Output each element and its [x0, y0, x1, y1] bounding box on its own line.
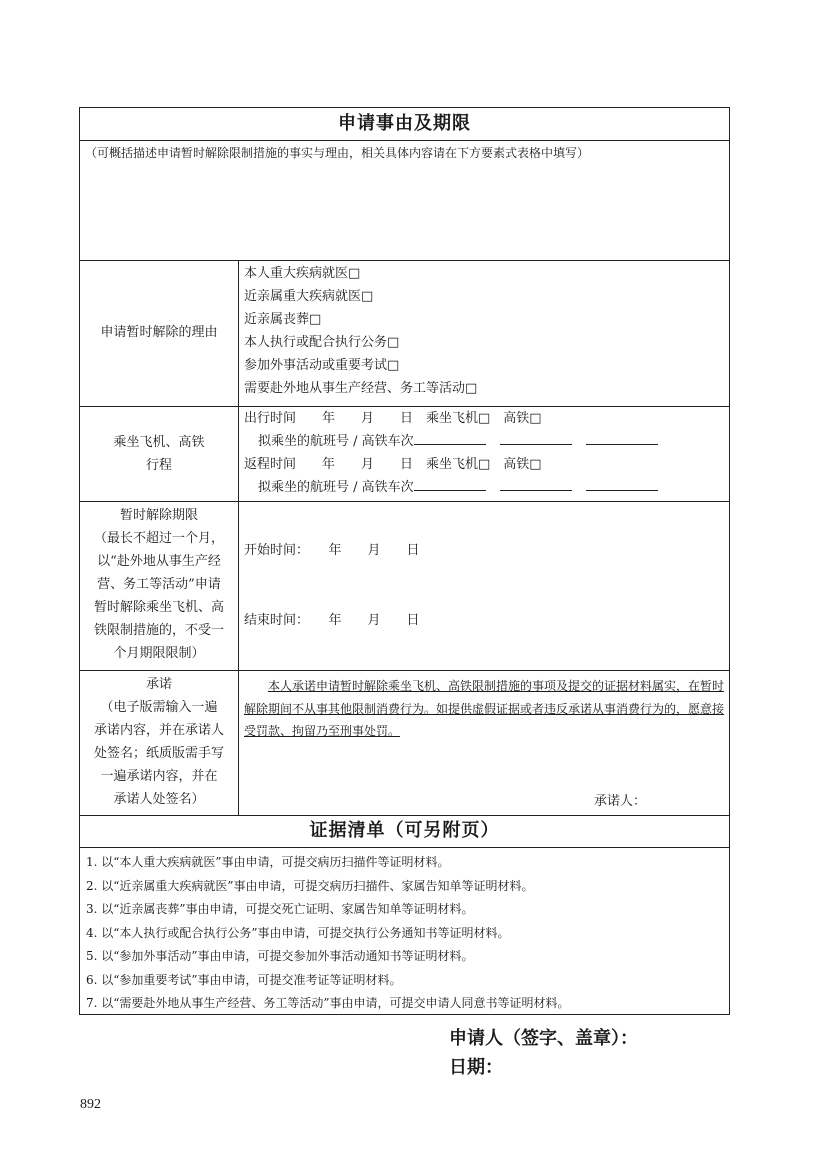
reason-option[interactable]: 近亲属重大疾病就医□: [244, 289, 374, 304]
flight-number-field[interactable]: [586, 476, 658, 491]
return-flight-label: 拟乘坐的航班号 / 高铁车次: [258, 480, 414, 495]
evidence-item: 6. 以“参加重要考试”事由申请，可提交准考证等证明材料。: [86, 972, 402, 987]
commitment-label-line: 一遍承诺内容，并在: [100, 769, 218, 784]
itinerary-label-line: 乘坐飞机、高铁: [113, 435, 205, 450]
commitment-label-line: 处签名；纸质版需手写: [93, 746, 224, 761]
signature-date[interactable]: 日期：: [449, 1057, 503, 1078]
reason-option[interactable]: 参加外事活动或重要考试□: [244, 358, 400, 373]
section-note: （可概括描述申请暂时解除限制措施的事实与理由，相关具体内容请在下方要素式表格中填写）: [85, 146, 590, 160]
reason-option[interactable]: 本人执行或配合执行公务□: [244, 335, 400, 350]
commitment-label-line: 承诺: [145, 677, 172, 692]
evidence-item: 5. 以“参加外事活动”事由申请，可提交参加外事活动通知书等证明材料。: [86, 949, 474, 963]
flight-number-field[interactable]: [414, 476, 486, 491]
outbound-time[interactable]: 出行时间 年 月 日 乘坐飞机□ 高铁□: [244, 411, 542, 426]
rule: [79, 260, 730, 261]
period-label: [80, 504, 238, 665]
outbound-flight-row: [244, 430, 724, 453]
reason-option[interactable]: 本人重大疾病就医□: [244, 266, 361, 281]
evidence-item: 2. 以“近亲属重大疾病就医”事由申请，可提交病历扫描件、家属告知单等证明材料。: [86, 878, 534, 893]
period-label-line: 暂时解除期限: [119, 508, 198, 523]
commitment-label: [80, 673, 238, 811]
rule: [79, 670, 730, 671]
commitment-label-line: 承诺内容，并在承诺人: [93, 723, 224, 738]
rule: [79, 501, 730, 502]
commitment-text[interactable]: 本人承诺申请暂时解除乘坐飞机、高铁限制措施的事项及提交的证据材料属实，在暂时解除期间不从事其他限制消费行为。如提供虚假证据或者违反承诺从事消费行为的，愿意接受罚款、拘留乃至刑事处罚。: [244, 679, 725, 738]
itinerary-details: [244, 407, 724, 499]
applicant-signature[interactable]: 申请人（签字、盖章）：: [449, 1028, 638, 1049]
evidence-item: 7. 以“需要赴外地从事生产经营、务工等活动”事由申请，可提交申请人同意书等证明材料。: [86, 996, 570, 1010]
period-end[interactable]: 结束时间： 年 月 日: [244, 613, 420, 628]
outbound-flight-label: 拟乘坐的航班号 / 高铁车次: [258, 434, 414, 449]
rule: [79, 847, 730, 848]
flight-number-field[interactable]: [414, 430, 486, 445]
section-title: 申请事由及期限: [338, 113, 471, 134]
evidence-item: 1. 以“本人重大疾病就医”事由申请，可提交病历扫描件等证明材料。: [86, 855, 450, 869]
commitment-label-line: 承诺人处签名）: [113, 792, 205, 807]
evidence-item: 4. 以“本人执行或配合执行公务”事由申请，可提交执行公务通知书等证明材料。: [86, 925, 510, 940]
flight-number-field[interactable]: [500, 430, 572, 445]
period-start[interactable]: 开始时间： 年 月 日: [244, 543, 420, 558]
evidence-list: [86, 851, 726, 1016]
period-label-line: （最长不超过一个月，: [93, 531, 224, 546]
flight-number-field[interactable]: [500, 476, 572, 491]
period-label-line: 个月期限限制）: [113, 646, 205, 661]
page-number: 892: [80, 1097, 101, 1112]
column-divider: [238, 260, 239, 815]
reason-option[interactable]: 需要赴外地从事生产经营、务工等活动□: [244, 381, 478, 396]
period-label-line: 暂时解除乘坐飞机、高: [93, 600, 224, 615]
period-label-line: 营、务工等活动”申请: [97, 577, 221, 592]
reasons-options: [244, 262, 724, 400]
evidence-title: 证据清单（可另附页）: [309, 820, 500, 841]
rule: [79, 140, 730, 141]
reason-option[interactable]: 近亲属丧葬□: [244, 312, 322, 327]
period-label-line: 以“赴外地从事生产经: [97, 554, 221, 569]
commitment-label-line: （电子版需输入一遍: [100, 700, 218, 715]
itinerary-label-line: 行程: [145, 458, 172, 473]
return-flight-row: [244, 476, 724, 499]
return-time[interactable]: 返程时间 年 月 日 乘坐飞机□ 高铁□: [244, 457, 542, 472]
rule: [79, 815, 730, 816]
flight-number-field[interactable]: [586, 430, 658, 445]
reasons-label: 申请暂时解除的理由: [100, 325, 218, 340]
period-label-line: 铁限制措施的，不受一: [93, 623, 224, 638]
evidence-item: 3. 以“近亲属丧葬”事由申请，可提交死亡证明、家属告知单等证明材料。: [86, 902, 474, 916]
itinerary-label: [80, 431, 238, 477]
commitment-signer[interactable]: 承诺人：: [594, 794, 647, 809]
